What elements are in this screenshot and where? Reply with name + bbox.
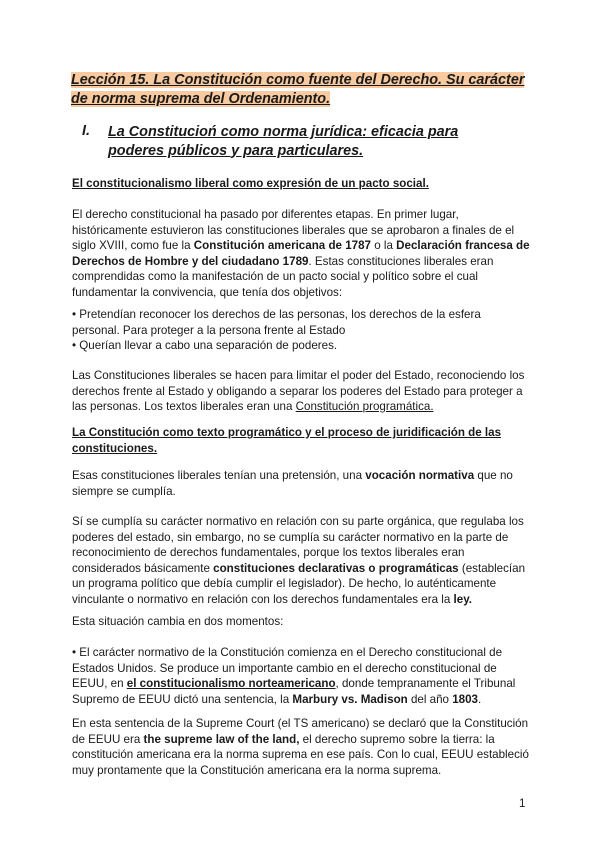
section-title: La Constitucioń como norma jurídica: eficacia para poderes públicos y para particulares. xyxy=(108,124,459,159)
constitucion-programatica: Constitución programática. xyxy=(295,400,434,413)
list-item: • Pretendían reconocer los derechos de las personas, los derechos de la esfera personal. Para proteger a la persona frente al Estado xyxy=(72,308,481,337)
paragraph-3: Esas constituciones liberales tenían una pretensión, una vocación normativa que no siempre se cumplía. xyxy=(72,469,513,498)
page-number: 1 xyxy=(519,797,526,810)
paragraph-7: En esta sentencia de la Supreme Court (el TS americano) se declaró que la Constitución de EEUU era the supreme law of the land, el derecho supremo sobre la tierra: la constitución americana era la norma suprema en ese país. Con lo cual, EEUU estableció muy prontamente que la Constitución americana era la norma suprema. xyxy=(72,717,529,777)
list-item: • Querían llevar a cabo una separación de poderes. xyxy=(72,339,338,352)
paragraph-4: Sí se cumplía su carácter normativo en relación con su parte orgánica, que regulaba los poderes del estado, sin embargo, no se cumplía su carácter normativo en la parte de reconocimiento de derechos fundamentales, porque los textos liberales eran considerados básicamente constituciones declarativas o programáticas (establecían un programa político que debía cumplir el legislador). De hecho, lo auténticamente vinculante o normativo en relación con los derechos fundamentales era la ley. xyxy=(72,515,526,606)
heading-constitucionalismo-liberal: El constitucionalismo liberal como expresión de un pacto social. xyxy=(72,177,429,190)
paragraph-6: • El carácter normativo de la Constitución comienza en el Derecho constitucional de Estados Unidos. Se produce un importante cambio en el derecho constitucional de EEUU, en el constitucionalismo norteamericano, donde tempranamente el Tribunal Supremo de EEUU dictó una sentencia, la Marbury vs. Madison del año 1803. xyxy=(72,646,516,706)
paragraph-2: Las Constituciones liberales se hacen para limitar el poder del Estado, reconociendo los derechos frente al Estado y obligando a separar los poderes del Estado para proteger a las personas. Los textos liberales eran una Constitución programática. xyxy=(72,369,525,413)
heading-texto-programatico: La Constitución como texto programático y el proceso de juridificación de las constituciones. xyxy=(72,426,502,455)
lesson-title: Lección 15. La Constitución como fuente del Derecho. Su carácter de norma suprema del Ordenamiento. xyxy=(71,72,525,107)
section-number: I. xyxy=(82,123,90,139)
paragraph-5: Esta situación cambia en dos momentos: xyxy=(72,615,284,628)
paragraph-1: El derecho constitucional ha pasado por diferentes etapas. En primer lugar, históricamente estuvieron las constituciones liberales que se aprobaron a finales de el siglo XVIII, como fue la Constitución americana de 1787 o la Declaración francesa de Derechos de Hombre y del ciudadano 1789. Estas constituciones liberales eran comprendidas como la manifestación de un pacto social y político sobre el cual fundamentar la convivencia, que tenía dos objetivos: xyxy=(72,208,530,299)
bullet-list-objectives xyxy=(72,307,530,354)
